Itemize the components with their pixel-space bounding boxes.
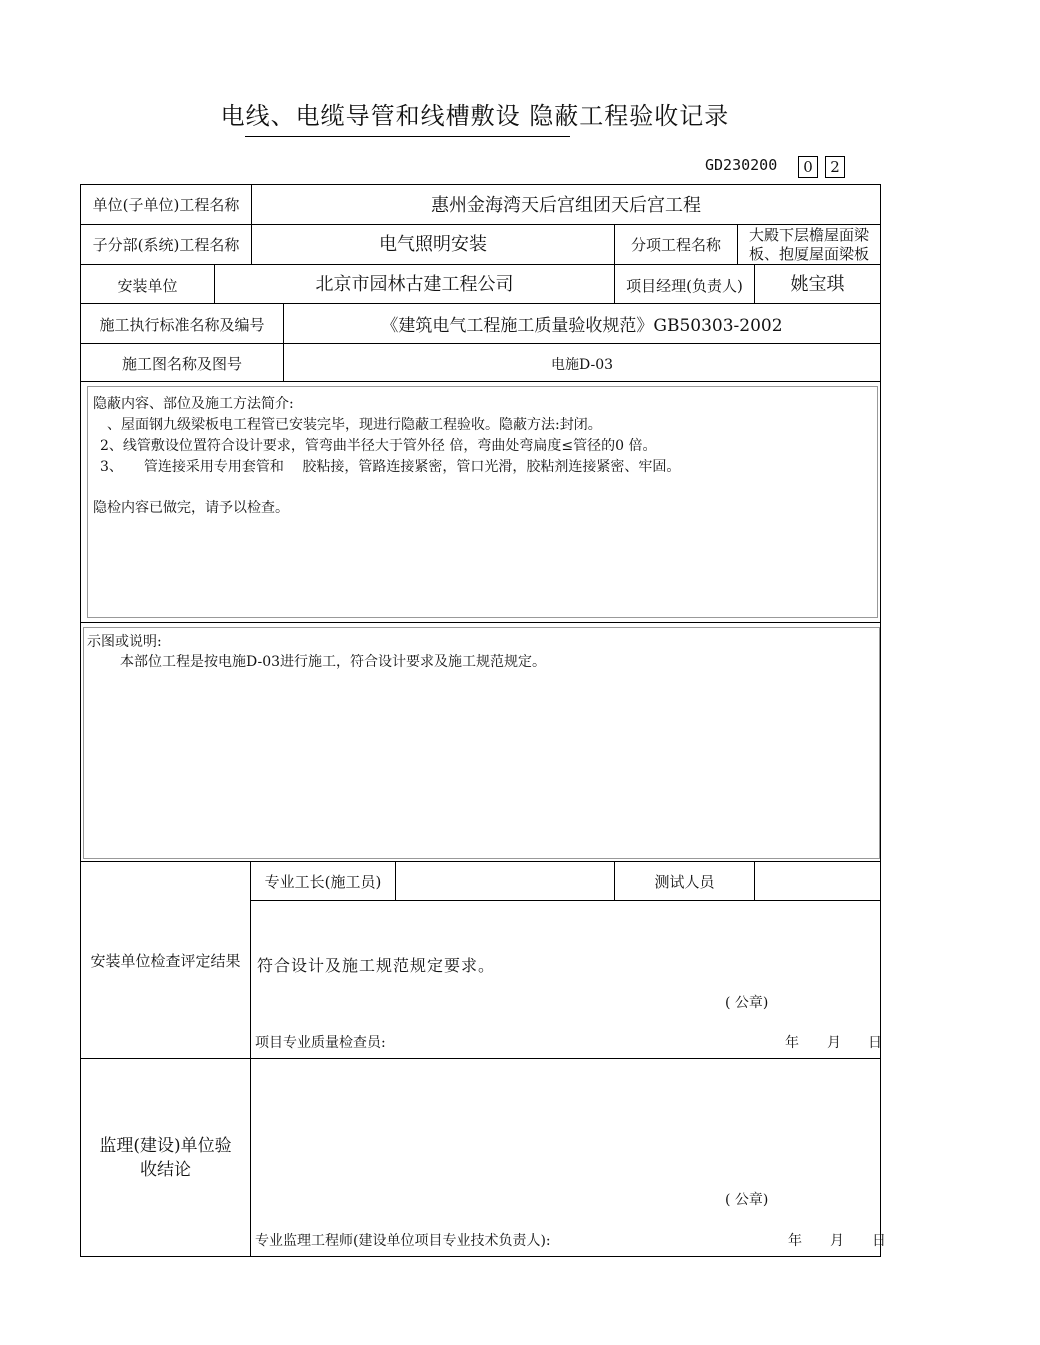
manager-label: 项目经理(负责人)	[626, 276, 743, 295]
hidden-content-line-3: 3、 管连接采用专用套管和 胶粘接，管路连接紧密，管口光滑，胶粘剂连接紧密、牢固。	[100, 459, 681, 475]
inspection-result: 符合设计及施工规范规定要求。	[257, 956, 496, 975]
standard-value: 《建筑电气工程施工质量验收规范》GB50303-2002	[381, 315, 783, 336]
hidden-content-closing: 隐检内容已做完，请予以检查。	[93, 500, 289, 516]
table-rule	[80, 1058, 881, 1059]
unit-name-value: 惠州金海湾天后宫组团天后宫工程	[431, 194, 701, 216]
item-value-line2: 板、抱厦屋面梁板	[748, 245, 869, 263]
form-code: GD230200	[705, 156, 778, 174]
table-rule	[250, 861, 251, 1256]
foreman-label: 专业工长(施工员)	[264, 872, 382, 891]
supervision-day: 日	[872, 1233, 886, 1249]
supervision-label-line1: 监理(建设)单位验	[99, 1136, 232, 1156]
supervision-month: 月	[830, 1233, 844, 1249]
form-number-box-1: 0	[798, 156, 818, 178]
manager-value: 姚宝琪	[790, 274, 845, 295]
supervision-label	[81, 1134, 250, 1182]
drawing-label: 施工图名称及图号	[121, 354, 242, 373]
diagram-text: 本部位工程是按电施D-03进行施工，符合设计要求及施工规范规定。	[120, 654, 547, 670]
supervision-year: 年	[788, 1233, 802, 1249]
unit-name-label: 单位(子单位)工程名称	[92, 196, 240, 214]
table-rule	[250, 900, 881, 901]
table-border	[880, 184, 881, 1256]
installer-label: 安装单位	[117, 276, 178, 295]
tester-label: 测试人员	[654, 872, 715, 891]
inspector-label: 项目专业质量检查员:	[255, 1035, 386, 1051]
subdivision-value: 电气照明安装	[379, 234, 487, 255]
hidden-content-line-2: 2、线管敷设位置符合设计要求，管弯曲半径大于管外径 倍，弯曲处弯扁度≤管径的0 倍。	[100, 438, 657, 454]
diagram-heading: 示图或说明:	[87, 634, 162, 650]
hidden-content-line-1: 、屋面钢九级梁板电工程管已安装完毕，现进行隐蔽工程验收。隐蔽方法:封闭。	[107, 417, 602, 433]
inspection-month: 月	[827, 1035, 841, 1051]
hidden-content-heading: 隐蔽内容、部位及施工方法简介:	[93, 396, 294, 412]
item-value	[738, 226, 880, 264]
inspection-year: 年	[785, 1035, 799, 1051]
supervision-engineer-label: 专业监理工程师(建设单位项目专业技术负责人):	[255, 1233, 551, 1249]
tester-value	[755, 862, 880, 900]
table-border	[80, 1256, 881, 1257]
installer-value: 北京市园林古建工程公司	[315, 274, 514, 295]
table-rule	[80, 622, 881, 623]
subdivision-label: 子分部(系统)工程名称	[92, 236, 240, 254]
title-underline	[245, 136, 570, 137]
foreman-value	[396, 862, 614, 900]
supervision-label-line2: 收结论	[140, 1160, 191, 1180]
form-number-box-2: 2	[825, 156, 845, 178]
standard-label: 施工执行标准名称及编号	[99, 316, 265, 334]
item-value-line1: 大殿下层檐屋面梁	[748, 226, 869, 244]
drawing-value: 电施D-03	[550, 357, 614, 373]
page-title: 电线、电缆导管和线槽敷设 隐蔽工程验收记录	[220, 102, 730, 130]
inspection-seal: ( 公章)	[725, 995, 769, 1011]
item-label: 分项工程名称	[630, 236, 721, 254]
inspection-day: 日	[868, 1035, 882, 1051]
inspection-label: 安装单位检查评定结果	[90, 951, 241, 970]
supervision-seal: ( 公章)	[725, 1192, 769, 1208]
